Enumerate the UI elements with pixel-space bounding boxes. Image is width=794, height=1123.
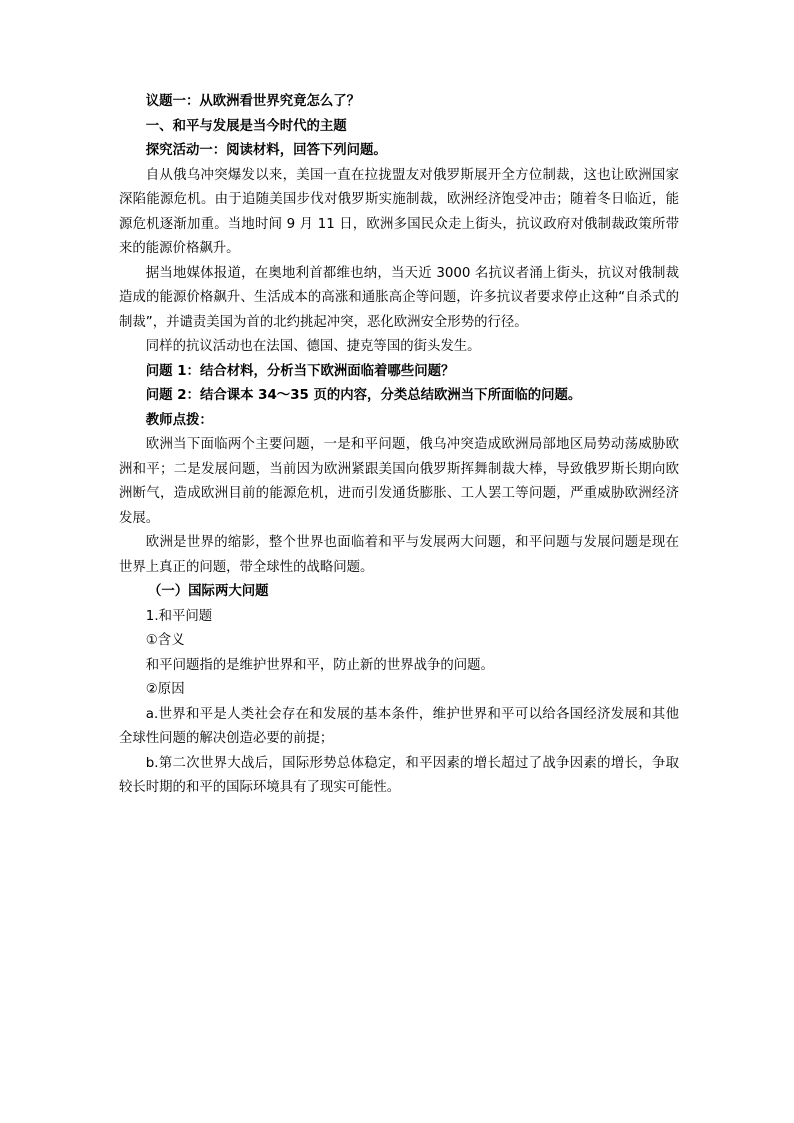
- activity-title: 探究活动一：阅读材料，回答下列问题。: [145, 143, 387, 158]
- document-body: [119, 90, 679, 801]
- item-reason-label: ②原因: [145, 682, 185, 697]
- subsection-title: （一）国际两大问题: [148, 584, 269, 599]
- teacher-tip-paragraph-2: 欧洲是世界的缩影，整个世界也面临着和平与发展两大问题，和平问题与发展问题是现在世界上真正的问题，带全球性的战略问题。: [119, 535, 679, 575]
- topic-title: 议题一：从欧洲看世界究竟怎么了？: [145, 94, 361, 109]
- teacher-tip-heading: 教师点拨：: [145, 412, 213, 428]
- question-2: 问题 2：结合课本 34～35 页的内容，分类总结欧洲当下所面临的问题。: [145, 388, 582, 403]
- teacher-tip-paragraph-1: 欧洲当下面临两个主要问题，一是和平问题，俄乌冲突造成欧洲局部地区局势动荡威胁欧洲和平；二是发展问题，当前因为欧洲紧跟美国向俄罗斯挥舞制裁大棒，导致俄罗斯长期向欧洲断气，造成欧洲目前的能源危机，进而引发通货膨胀、工人罢工等问题，严重威胁欧洲经济发展。: [119, 437, 679, 526]
- item-peace-problem: 1.和平问题: [145, 608, 213, 624]
- material-paragraph-3: 同样的抗议活动也在法国、德国、捷克等国的街头发生。: [145, 339, 481, 354]
- material-paragraph-2: 据当地媒体报道，在奥地利首都维也纳，当天近 3000 名抗议者涌上街头，抗议对俄制裁造成的能源价格飙升、生活成本的高涨和通胀高企等问题，许多抗议者要求停止这种“自杀式的制裁”，并谴责美国为首的北约挑起冲突，恶化欧洲安全形势的行径。: [119, 265, 679, 330]
- reason-b: b.第二次世界大战后，国际形势总体稳定，和平因素的增长超过了战争因素的增长，争取较长时期的和平的国际环境具有了现实可能性。: [119, 755, 679, 795]
- item-meaning-text: 和平问题指的是维护世界和平，防止新的世界战争的问题。: [145, 657, 494, 673]
- item-meaning-label: ①含义: [145, 633, 185, 648]
- material-paragraph-1: 自从俄乌冲突爆发以来，美国一直在拉拢盟友对俄罗斯展开全方位制裁，这也让欧洲国家深陷能源危机。由于追随美国步伐对俄罗斯实施制裁，欧洲经济饱受冲击；随着冬日临近，能源危机逐渐加重。当地时间 9 月 11 日，欧洲多国民众走上街头，抗议政府对俄制裁政策所带来的能源价格飙升。: [119, 167, 679, 256]
- section-title: 一、和平与发展是当今时代的主题: [145, 118, 347, 134]
- question-1: 问题 1：结合材料，分析当下欧洲面临着哪些问题？: [145, 363, 455, 379]
- reason-a: a.世界和平是人类社会存在和发展的基本条件，维护世界和平可以给各国经济发展和其他全球性问题的解决创造必要的前提；: [119, 706, 679, 746]
